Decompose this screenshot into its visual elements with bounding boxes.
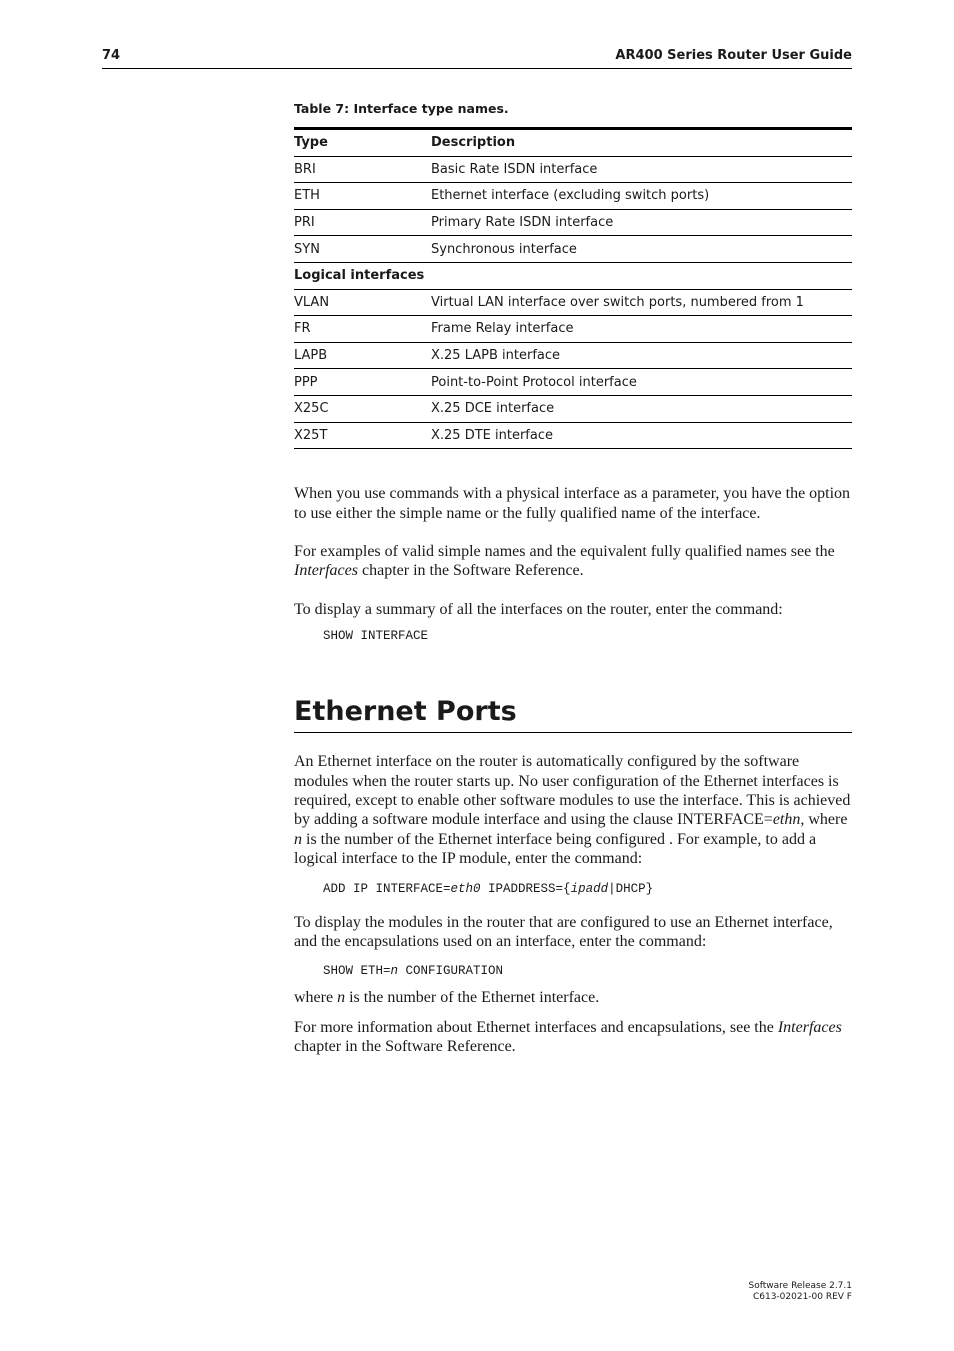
command-show-interface: SHOW INTERFACE [323, 629, 429, 644]
description-cell: Frame Relay interface [431, 316, 852, 343]
description-cell: Basic Rate ISDN interface [431, 156, 852, 183]
paragraph-examples: For examples of valid simple names and the equivalent fully qualified names see the Interfaces chapter in the Software Reference. [294, 542, 835, 580]
type-cell: LAPB [294, 342, 431, 369]
type-cell: PPP [294, 369, 431, 396]
command-show-eth-configuration: SHOW ETH=n CONFIGURATION [323, 964, 504, 979]
table-row [294, 422, 852, 449]
description-cell: X.25 DTE interface [431, 427, 553, 443]
description-cell: Ethernet interface (excluding switch ports) [431, 183, 852, 210]
page-content [294, 101, 852, 1057]
table-row [294, 209, 852, 236]
table-row [294, 342, 852, 369]
group-label-row [294, 262, 852, 289]
paragraph-display-modules: To display the modules in the router that are configured to use an Ethernet interface, and the encapsulations used on an interface, enter the command: [294, 913, 833, 950]
table-caption: Table 7: Interface type names. [294, 101, 509, 116]
document-revision: C613-02021-00 REV F [752, 1292, 852, 1302]
section-heading: Ethernet Ports [294, 696, 852, 733]
type-cell: FR [294, 316, 431, 343]
description-cell: Virtual LAN interface over switch ports, numbered from 1 [431, 289, 852, 316]
paragraph-more-information: For more information about Ethernet interfaces and encapsulations, see the Interfaces chapter in the Software Reference. [294, 1018, 842, 1056]
table-row [294, 369, 852, 396]
type-cell: ETH [294, 183, 431, 210]
software-release: Software Release 2.7.1 [748, 1281, 852, 1291]
running-title: AR400 Series Router User Guide [615, 48, 852, 63]
paragraph-interface-names: When you use commands with a physical interface as a parameter, you have the option to use either the simple name or the fully qualified name of the interface. [294, 485, 851, 522]
type-cell: X25T [294, 427, 328, 443]
group-label-logical-interfaces: Logical interfaces [294, 262, 852, 289]
table-row [294, 395, 852, 422]
column-header-description: Description [431, 129, 852, 157]
table-row [294, 156, 852, 183]
type-cell: VLAN [294, 289, 431, 316]
page-number: 74 [102, 48, 121, 63]
type-cell: BRI [294, 156, 431, 183]
description-cell: X.25 DCE interface [431, 395, 852, 422]
table-row [294, 289, 852, 316]
type-cell: PRI [294, 209, 431, 236]
chapter-reference: Interfaces [777, 1018, 842, 1036]
table-row [294, 236, 852, 263]
type-cell: SYN [294, 236, 431, 263]
paragraph-display-summary: To display a summary of all the interfaces on the router, enter the command: [294, 600, 783, 618]
type-cell: X25C [294, 395, 431, 422]
table-row [294, 316, 852, 343]
column-header-type: Type [294, 129, 431, 157]
table-row [294, 183, 852, 210]
description-cell: Synchronous interface [431, 236, 852, 263]
chapter-reference: Interfaces [294, 562, 358, 580]
description-cell: Point-to-Point Protocol interface [431, 369, 852, 396]
table-header-row [294, 129, 852, 157]
paragraph-ethernet-config: An Ethernet interface on the router is automatically configured by the software modules when the router starts up. No user configuration of the Ethernet interfaces is required, except to enable other software modules to use the interface. This is achieved by adding a software module interface and using the clause INTERFACE=ethn, where n is the number of the Ethernet interface being configured . For example, to add a logical interface to the IP module, enter the command: [294, 753, 851, 868]
description-cell: Primary Rate ISDN interface [431, 209, 852, 236]
page-header [102, 48, 852, 69]
paragraph-where-n: where n is the number of the Ethernet interface. [294, 989, 600, 1007]
command-add-ip-interface: ADD IP INTERFACE=eth0 IPADDRESS={ipadd|DHCP} [323, 881, 654, 896]
page-footer [749, 1281, 852, 1303]
description-cell: X.25 LAPB interface [431, 342, 852, 369]
interface-type-table [294, 127, 852, 449]
